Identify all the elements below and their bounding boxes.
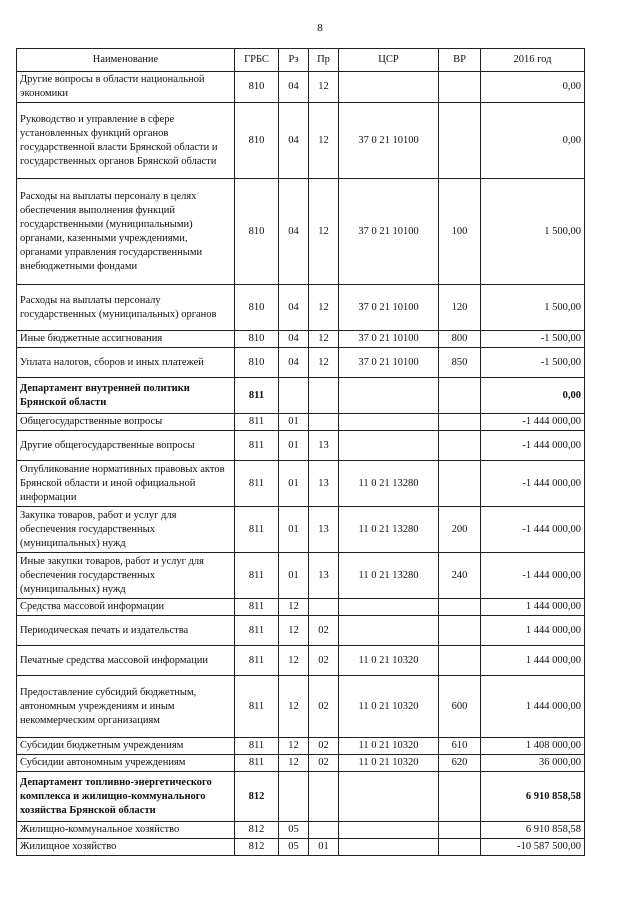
cell-grbs: 811 [235, 599, 279, 616]
cell-rz: 04 [279, 348, 309, 378]
cell-grbs: 811 [235, 461, 279, 507]
table-row [17, 103, 585, 179]
cell-rz: 12 [279, 755, 309, 772]
cell-csr [339, 616, 439, 646]
cell-pr [309, 414, 339, 431]
cell-csr: 11 0 21 10320 [339, 755, 439, 772]
cell-amount: 1 408 000,00 [481, 738, 585, 755]
cell-name: Иные бюджетные ассигнования [17, 331, 235, 348]
cell-rz: 01 [279, 414, 309, 431]
table-row [17, 738, 585, 755]
cell-vr: 610 [439, 738, 481, 755]
cell-rz: 12 [279, 646, 309, 676]
cell-grbs: 811 [235, 507, 279, 553]
header-row [17, 49, 585, 72]
cell-vr [439, 72, 481, 103]
cell-csr: 11 0 21 13280 [339, 507, 439, 553]
cell-rz: 04 [279, 72, 309, 103]
cell-rz: 01 [279, 461, 309, 507]
table-row [17, 348, 585, 378]
cell-name: Другие вопросы в области национальной экономики [17, 72, 235, 103]
cell-grbs: 811 [235, 646, 279, 676]
cell-name: Департамент топливно-энергетического комплекса и жилищно-коммунального хозяйства Брянской области [17, 772, 235, 822]
cell-csr: 11 0 21 10320 [339, 676, 439, 738]
cell-vr [439, 103, 481, 179]
cell-name: Жилищное хозяйство [17, 839, 235, 856]
cell-rz: 05 [279, 839, 309, 856]
cell-name: Другие общегосударственные вопросы [17, 431, 235, 461]
cell-rz: 04 [279, 285, 309, 331]
header-vr: ВР [439, 49, 481, 72]
cell-amount: -1 444 000,00 [481, 507, 585, 553]
cell-grbs: 810 [235, 348, 279, 378]
cell-rz: 12 [279, 738, 309, 755]
table-row [17, 72, 585, 103]
cell-pr: 12 [309, 285, 339, 331]
cell-name: Средства массовой информации [17, 599, 235, 616]
cell-amount: 36 000,00 [481, 755, 585, 772]
cell-amount: -1 444 000,00 [481, 461, 585, 507]
cell-csr [339, 414, 439, 431]
cell-name: Расходы на выплаты персоналу государственных (муниципальных) органов [17, 285, 235, 331]
cell-csr: 11 0 21 10320 [339, 646, 439, 676]
table-row [17, 414, 585, 431]
cell-pr: 13 [309, 507, 339, 553]
cell-csr: 37 0 21 10100 [339, 179, 439, 285]
cell-amount: -10 587 500,00 [481, 839, 585, 856]
cell-grbs: 810 [235, 103, 279, 179]
cell-grbs: 812 [235, 822, 279, 839]
cell-vr: 850 [439, 348, 481, 378]
cell-grbs: 811 [235, 676, 279, 738]
cell-vr [439, 772, 481, 822]
table-row [17, 839, 585, 856]
cell-vr: 600 [439, 676, 481, 738]
cell-pr: 02 [309, 676, 339, 738]
cell-name: Уплата налогов, сборов и иных платежей [17, 348, 235, 378]
cell-rz: 04 [279, 179, 309, 285]
table-row [17, 461, 585, 507]
cell-csr [339, 599, 439, 616]
cell-pr: 13 [309, 431, 339, 461]
cell-amount: 1 444 000,00 [481, 616, 585, 646]
cell-name: Жилищно-коммунальное хозяйство [17, 822, 235, 839]
cell-rz: 05 [279, 822, 309, 839]
cell-csr: 37 0 21 10100 [339, 103, 439, 179]
cell-rz: 12 [279, 676, 309, 738]
cell-grbs: 811 [235, 553, 279, 599]
cell-rz: 01 [279, 431, 309, 461]
header-csr: ЦСР [339, 49, 439, 72]
cell-name: Закупка товаров, работ и услуг для обеспечения государственных (муниципальных) нужд [17, 507, 235, 553]
cell-grbs: 811 [235, 378, 279, 414]
cell-pr: 12 [309, 348, 339, 378]
header-pr: Пр [309, 49, 339, 72]
cell-pr: 13 [309, 553, 339, 599]
cell-csr [339, 839, 439, 856]
cell-grbs: 812 [235, 839, 279, 856]
cell-vr [439, 839, 481, 856]
cell-amount: -1 444 000,00 [481, 431, 585, 461]
cell-vr [439, 378, 481, 414]
cell-name: Печатные средства массовой информации [17, 646, 235, 676]
table-row [17, 676, 585, 738]
cell-csr: 37 0 21 10100 [339, 331, 439, 348]
page-number: 8 [317, 22, 323, 34]
cell-csr: 37 0 21 10100 [339, 348, 439, 378]
cell-name: Субсидии бюджетным учреждениям [17, 738, 235, 755]
cell-amount: -1 500,00 [481, 331, 585, 348]
header-year: 2016 год [481, 49, 585, 72]
cell-pr [309, 772, 339, 822]
cell-rz: 12 [279, 616, 309, 646]
table-row [17, 599, 585, 616]
table-row [17, 755, 585, 772]
cell-amount: 1 500,00 [481, 285, 585, 331]
cell-vr: 620 [439, 755, 481, 772]
cell-amount: 1 444 000,00 [481, 599, 585, 616]
cell-pr: 12 [309, 179, 339, 285]
cell-csr: 37 0 21 10100 [339, 285, 439, 331]
cell-pr: 02 [309, 646, 339, 676]
cell-grbs: 812 [235, 772, 279, 822]
table-row [17, 507, 585, 553]
cell-csr: 11 0 21 10320 [339, 738, 439, 755]
cell-vr: 100 [439, 179, 481, 285]
cell-rz [279, 772, 309, 822]
cell-pr: 12 [309, 331, 339, 348]
cell-pr: 02 [309, 755, 339, 772]
cell-csr [339, 72, 439, 103]
cell-pr: 12 [309, 72, 339, 103]
cell-vr [439, 414, 481, 431]
cell-grbs: 811 [235, 414, 279, 431]
table-row [17, 285, 585, 331]
cell-vr [439, 822, 481, 839]
cell-name: Общегосударственные вопросы [17, 414, 235, 431]
table-row [17, 646, 585, 676]
cell-rz: 12 [279, 599, 309, 616]
budget-table [16, 48, 585, 856]
cell-name: Субсидии автономным учреждениям [17, 755, 235, 772]
cell-grbs: 810 [235, 331, 279, 348]
cell-pr [309, 378, 339, 414]
header-name: Наименование [17, 49, 235, 72]
cell-amount: -1 444 000,00 [481, 553, 585, 599]
cell-csr [339, 822, 439, 839]
cell-vr [439, 616, 481, 646]
cell-vr [439, 431, 481, 461]
cell-vr [439, 461, 481, 507]
table-row [17, 331, 585, 348]
table-row [17, 822, 585, 839]
header-rz: Рз [279, 49, 309, 72]
cell-rz: 01 [279, 507, 309, 553]
cell-amount: -1 500,00 [481, 348, 585, 378]
cell-amount: 0,00 [481, 72, 585, 103]
cell-amount: 1 444 000,00 [481, 676, 585, 738]
cell-csr [339, 772, 439, 822]
cell-pr: 13 [309, 461, 339, 507]
cell-name: Иные закупки товаров, работ и услуг для обеспечения государственных (муниципальных) нужд [17, 553, 235, 599]
table-row [17, 431, 585, 461]
cell-name: Периодическая печать и издательства [17, 616, 235, 646]
cell-amount: 6 910 858,58 [481, 772, 585, 822]
cell-amount: 0,00 [481, 378, 585, 414]
cell-pr [309, 599, 339, 616]
cell-csr [339, 378, 439, 414]
table-row [17, 179, 585, 285]
cell-vr: 200 [439, 507, 481, 553]
cell-amount: -1 444 000,00 [481, 414, 585, 431]
cell-amount: 6 910 858,58 [481, 822, 585, 839]
cell-rz [279, 378, 309, 414]
table-row [17, 553, 585, 599]
cell-rz: 04 [279, 331, 309, 348]
cell-vr: 240 [439, 553, 481, 599]
cell-pr: 12 [309, 103, 339, 179]
cell-pr: 01 [309, 839, 339, 856]
cell-vr: 120 [439, 285, 481, 331]
cell-rz: 01 [279, 553, 309, 599]
cell-grbs: 811 [235, 755, 279, 772]
cell-pr [309, 822, 339, 839]
cell-amount: 0,00 [481, 103, 585, 179]
table-body [17, 72, 585, 856]
cell-name: Опубликование нормативных правовых актов Брянской области и иной официальной информации [17, 461, 235, 507]
cell-vr [439, 599, 481, 616]
table-row [17, 616, 585, 646]
cell-grbs: 810 [235, 72, 279, 103]
cell-amount: 1 500,00 [481, 179, 585, 285]
table-row [17, 378, 585, 414]
cell-vr [439, 646, 481, 676]
table-row [17, 772, 585, 822]
cell-name: Руководство и управление в сфере установленных функций органов государственной власти Брянской области и государственных органов Брянской области [17, 103, 235, 179]
cell-vr: 800 [439, 331, 481, 348]
header-grbs: ГРБС [235, 49, 279, 72]
cell-csr: 11 0 21 13280 [339, 461, 439, 507]
cell-csr: 11 0 21 13280 [339, 553, 439, 599]
cell-pr: 02 [309, 616, 339, 646]
cell-grbs: 811 [235, 738, 279, 755]
cell-name: Расходы на выплаты персоналу в целях обеспечения выполнения функций государственными (муниципальными) органами, казенными учреждениями, органами управления государственными внебюджетными фондами [17, 179, 235, 285]
cell-rz: 04 [279, 103, 309, 179]
cell-grbs: 810 [235, 179, 279, 285]
cell-name: Предоставление субсидий бюджетным, автономным учреждениям и иным некоммерческим организациям [17, 676, 235, 738]
cell-csr [339, 431, 439, 461]
cell-grbs: 811 [235, 431, 279, 461]
cell-pr: 02 [309, 738, 339, 755]
cell-amount: 1 444 000,00 [481, 646, 585, 676]
cell-grbs: 811 [235, 616, 279, 646]
cell-name: Департамент внутренней политики Брянской области [17, 378, 235, 414]
cell-grbs: 810 [235, 285, 279, 331]
